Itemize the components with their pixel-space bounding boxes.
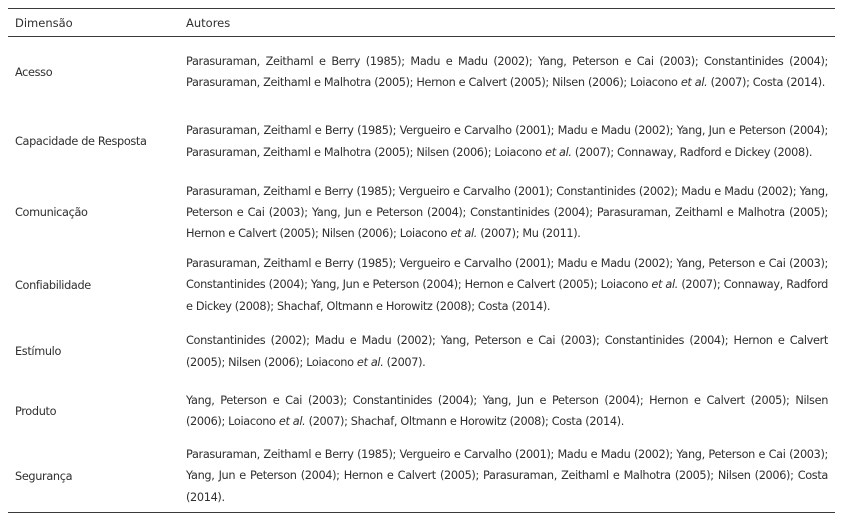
dimension-cell: Capacidade de Resposta [15,135,147,148]
table-row [8,321,835,382]
authors-text: Parasuraman, Zeithaml e Berry (1985); Vergueiro e Carvalho (2001); Madu e Madu (2002); Yang, Peterson e Cai (2003); Yang, Jun e Peterson (2004); Hernon e Calvert (2005); Parasuraman, Zeithaml e Malhotra (2005); Nilsen (2006); Costa (2014). [186,448,828,504]
authors-cell [186,253,828,317]
et-al-italic: et al. [356,355,384,369]
authors-cell [186,51,828,93]
authors-text: (2007). [383,355,426,369]
dimension-cell: Produto [15,404,57,418]
et-al-italic: et al. [651,278,679,292]
authors-text: (2007); Mu (2011). [476,227,581,241]
dimension-cell: Comunicação [15,206,88,219]
dimension-cell: Estímulo [15,345,62,358]
table-row [8,176,835,249]
dimension-cell: Acesso [15,65,53,79]
authors-cell [186,330,828,372]
authors-cell [186,181,828,245]
authors-text: (2007); Connaway, Radford e Dickey (2008); Shachaf, Oltmann e Horowitz (2008); Costa (2014). [186,278,828,313]
dimensions-table [8,8,835,513]
et-al-italic: et al. [680,76,708,89]
authors-cell [186,120,828,162]
authors-text: Constantinides (2002); Madu e Madu (2002); Yang, Peterson e Cai (2003); Constantinides (2004); Hernon e Calvert (2005); Nilsen (2006); Loiacono [186,334,828,369]
authors-text: Parasuraman, Zeithaml e Berry (1985); Vergueiro e Carvalho (2001); Madu e Madu (2002); Yang, Jun e Peterson (2004); Parasuraman, Zeithaml e Malhotra (2005); Nilsen (2006); Loiacono [186,124,828,159]
dimension-cell: Segurança [15,469,73,483]
table-row [8,107,835,176]
table-header [8,9,835,36]
authors-cell [186,390,828,432]
table-bottom-rule [8,512,835,513]
et-al-italic: et al. [450,227,477,241]
header-authors: Autores [186,15,231,30]
authors-text: Parasuraman, Zeithaml e Berry (1985); Madu e Madu (2002); Yang, Peterson e Cai (2003); Constantinides (2004); Parasuraman, Zeithaml e Malhotra (2005); Hernon e Calvert (2005); Nilsen (2006); Loiacono [186,54,828,89]
header-dimension: Dimensão [15,15,73,30]
authors-text: Parasuraman, Zeithaml e Berry (1985); Vergueiro e Carvalho (2001); Constantinides (2002); Madu e Madu (2002); Yang, Peterson e Cai (2003); Yang, Jun e Peterson (2004); Constantinides (2004); Parasuraman, Zeithaml e Malhotra (2005); Hernon e Calvert (2005); Nilsen (2006); Loiacono [186,184,828,241]
authors-text: Yang, Peterson e Cai (2003); Constantinides (2004); Yang, Jun e Peterson (2004); Hernon e Calvert (2005); Nilsen (2006); Loiacono [186,393,828,428]
table-row [8,382,835,440]
authors-text: (2007); Costa (2014). [707,76,825,89]
authors-text: (2007); Connaway, Radford e Dickey (2008). [571,145,813,159]
table-row [8,37,835,107]
authors-text: Parasuraman, Zeithaml e Berry (1985); Vergueiro e Carvalho (2001); Madu e Madu (2002); Yang, Peterson e Cai (2003); Constantinides (2004); Yang, Jun e Peterson (2004); Hernon e Calvert (2005); Loiacono [186,257,828,292]
authors-text: (2007); Shachaf, Oltmann e Horowitz (2008); Costa (2014). [305,415,624,428]
table-body [8,37,835,512]
et-al-italic: et al. [278,415,306,428]
dimension-cell: Confiabilidade [15,278,91,292]
et-al-italic: et al. [545,145,572,159]
table-row [8,440,835,512]
authors-cell [186,444,828,508]
table-row [8,249,835,321]
